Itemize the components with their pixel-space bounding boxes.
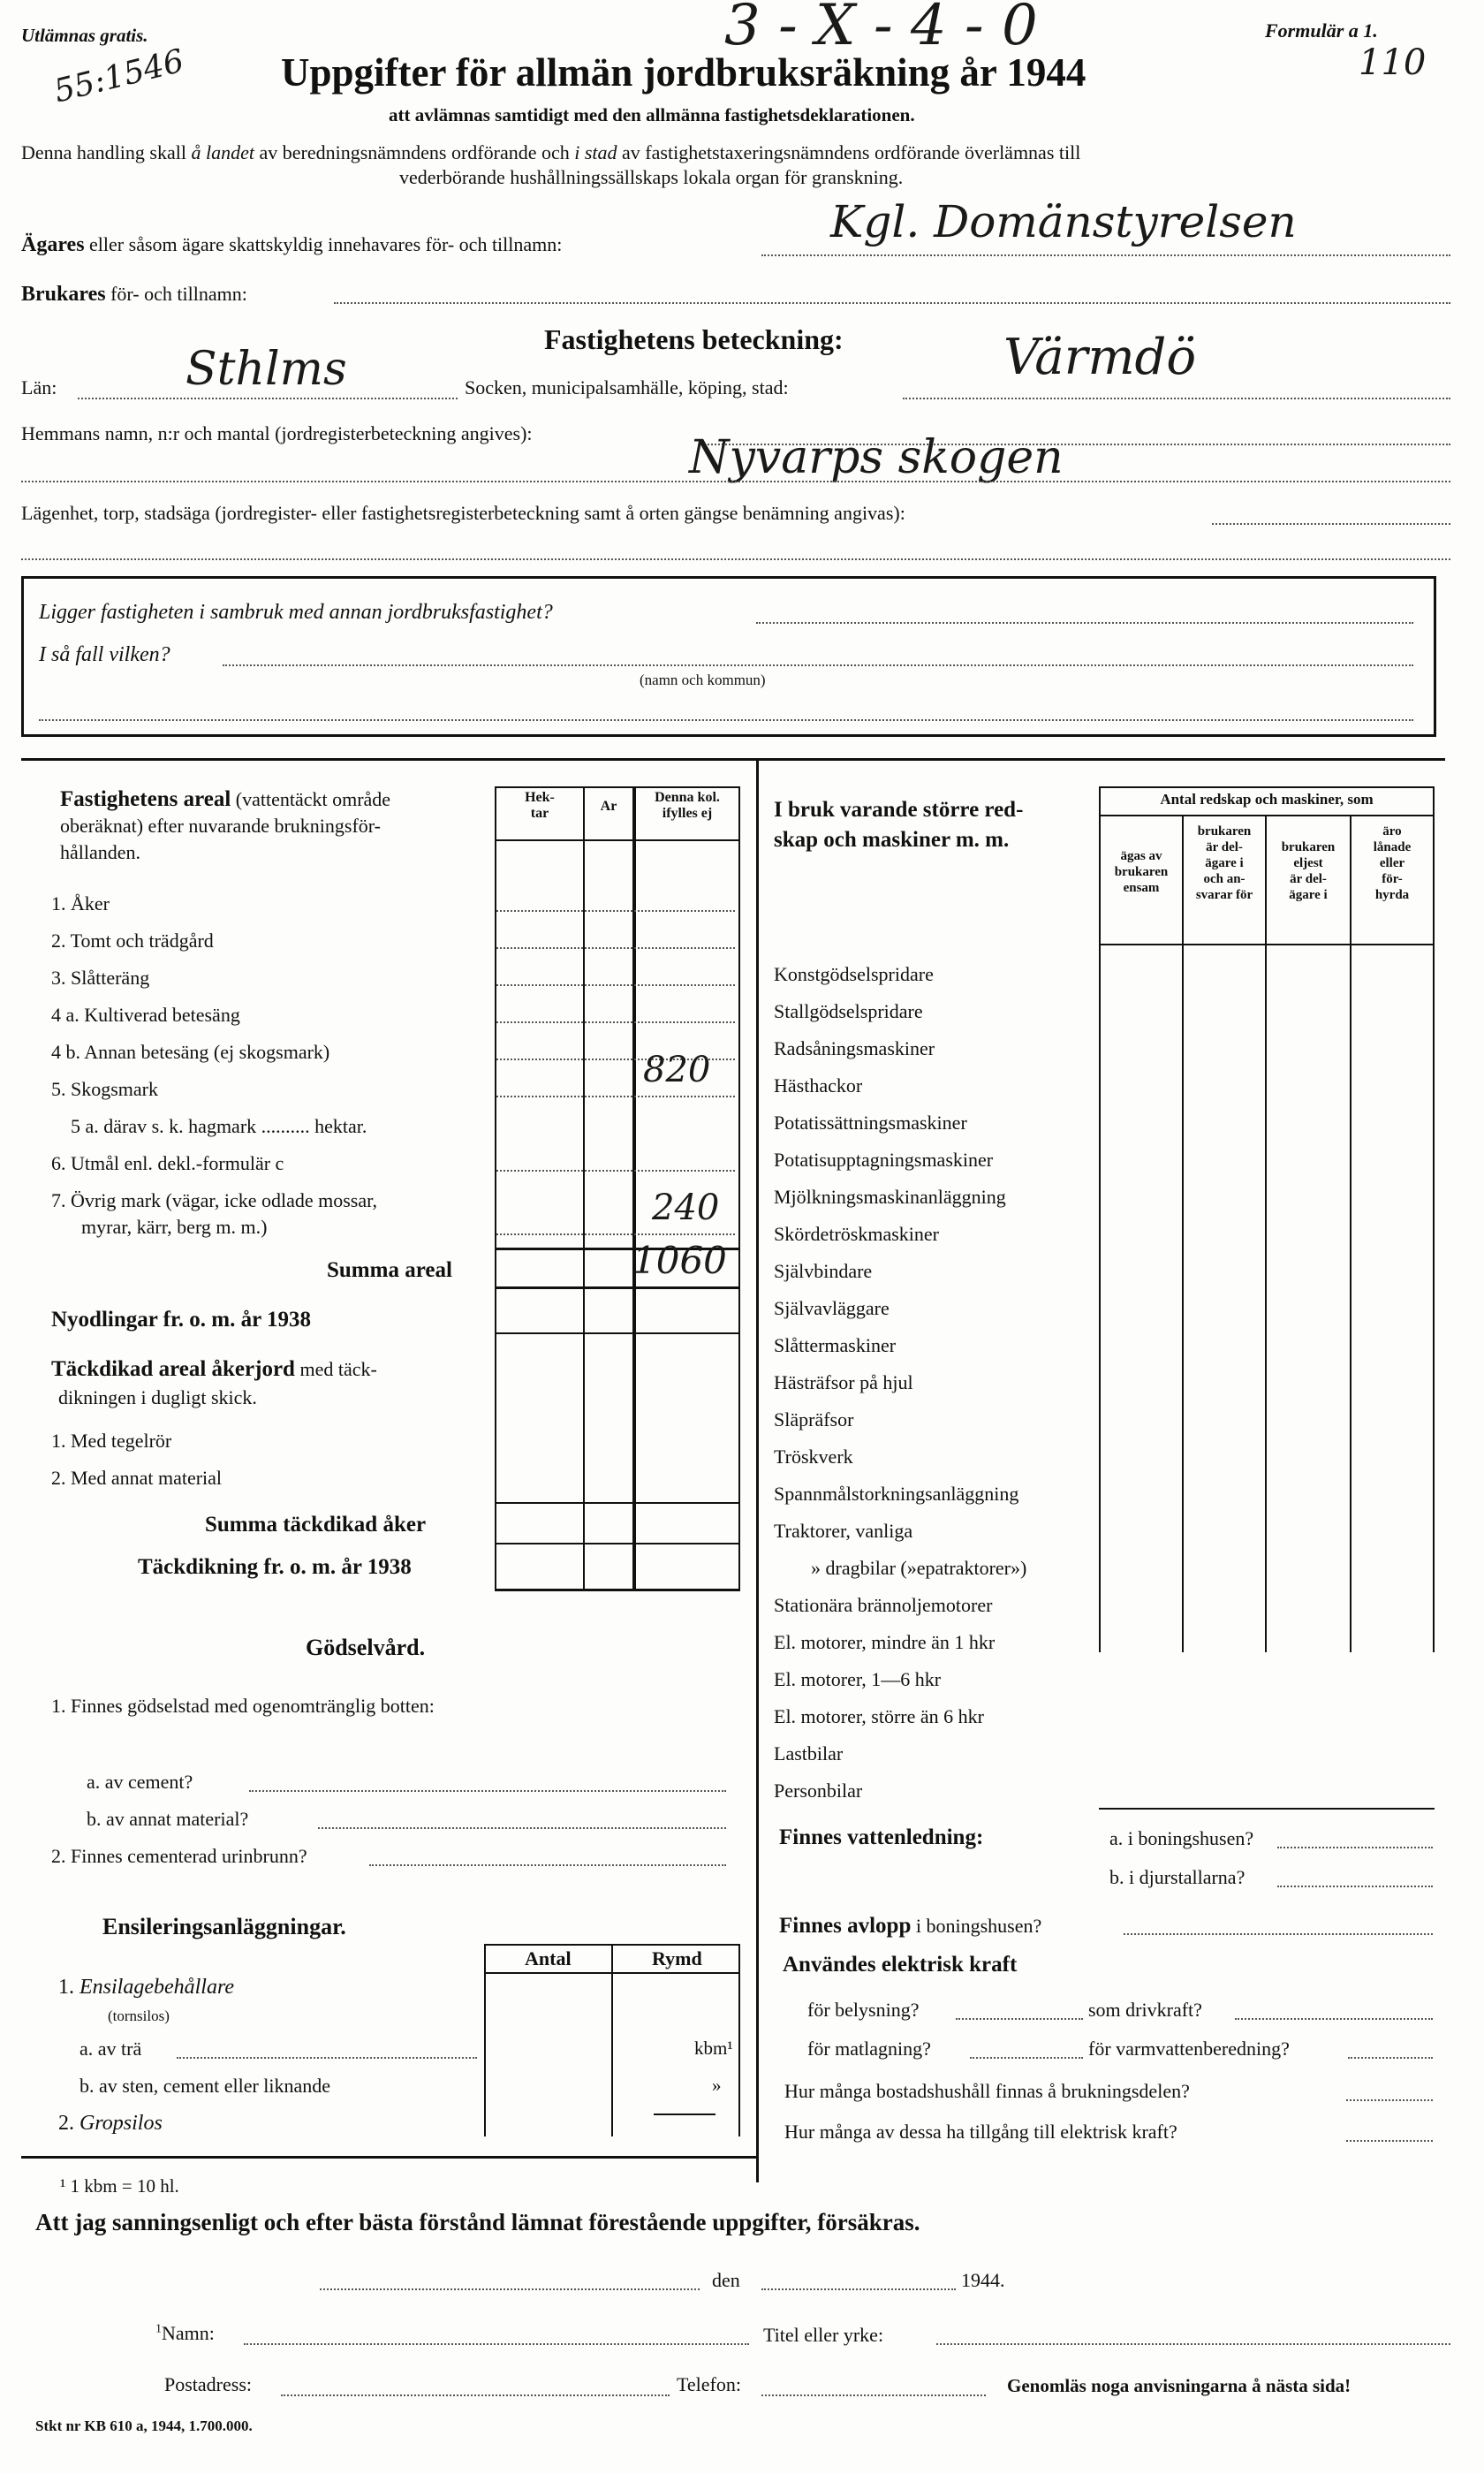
- godsel-b: b. av annat material?: [87, 1808, 249, 1830]
- socken-label: Socken, municipalsamhälle, köping, stad:: [465, 376, 789, 398]
- sambruk-line: [756, 622, 1413, 624]
- sambruk-note: (namn och kommun): [640, 672, 766, 688]
- mach-col1-header: ägas av brukaren ensam: [1114, 849, 1169, 895]
- sum-tack-rule: [495, 1543, 740, 1544]
- vatten-label: Finnes vattenledning:: [779, 1825, 984, 1849]
- handwritten-code: 3 - X - 4 - 0: [724, 0, 1038, 58]
- el-belysning-line: [956, 2018, 1083, 2020]
- antal-header: Antal redskap och maskiner, som: [1160, 791, 1374, 808]
- ens-b-unit: »: [712, 2075, 722, 2096]
- sambruk-which: I så fall vilken?: [39, 643, 170, 666]
- vatten-b-line: [1277, 1886, 1433, 1887]
- machine-item: Hästhackor: [774, 1074, 863, 1097]
- area-cell-line: [496, 1096, 735, 1097]
- area-row: 6. Utmål enl. dekl.-formulär c: [51, 1152, 284, 1174]
- machine-item: Mjölkningsmaskinanläggning: [774, 1186, 1006, 1208]
- area-row: 1. Åker: [51, 892, 110, 914]
- machine-item: Stationära brännoljemotorer: [774, 1594, 993, 1616]
- owner-value[interactable]: Kgl. Domänstyrelsen: [830, 196, 1297, 247]
- place-line[interactable]: [320, 2288, 700, 2290]
- area-cell-line: [496, 947, 735, 949]
- ens-item-2: 2. Gropsilos: [58, 2112, 163, 2135]
- ens-col-mid: [611, 1944, 613, 2136]
- area-row: 7. Övrig mark (vägar, icke odlade mossar,: [51, 1189, 378, 1211]
- mach-col2-header: brukaren är del- ägare i och an- svarar för: [1195, 824, 1253, 902]
- godsel-heading: Gödselvård.: [306, 1635, 426, 1660]
- area-head-bottom: [495, 839, 740, 841]
- col-hektar-header: Hek- tar: [525, 790, 555, 821]
- machine-item: Självavläggare: [774, 1297, 890, 1319]
- lagenhet-line-2: [21, 558, 1450, 560]
- machine-item: El. motorer, 1—6 hkr: [774, 1668, 942, 1690]
- declaration: Att jag sanningsenligt och efter bästa förstånd lämnat förestående uppgifter, försäkras.: [35, 2209, 920, 2235]
- lagenhet-label: Lägenhet, torp, stadsäga (jordregister- eller fastighetsregisterbeteckning samt å orten gängse benämning angivas):: [21, 502, 905, 524]
- machine-item: El. motorer, större än 6 hkr: [774, 1705, 984, 1727]
- ens-col-right: [738, 1944, 740, 2136]
- el-belysning: för belysning?: [807, 1999, 920, 2021]
- hushall-2-line: [1346, 2140, 1433, 2142]
- col-denna-left: [632, 786, 636, 1590]
- ens-col-rymd: Rymd: [652, 1947, 702, 1969]
- el-drivkraft: som drivkraft?: [1088, 1999, 1202, 2021]
- col-denna-header: Denna kol. ifylles ej: [655, 790, 720, 821]
- sambruk-line-3: [39, 719, 1413, 721]
- form-subtitle: att avlämnas samtidigt med den allmänna fastighetsdeklarationen.: [389, 104, 915, 125]
- lan-line: [78, 398, 458, 399]
- owner-line: [761, 254, 1450, 256]
- area-head-top: [495, 786, 740, 788]
- mach-col4-header: äro lånade eller för- hyrda: [1373, 824, 1412, 902]
- handwritten-number-left: 55:1546: [50, 42, 188, 110]
- machine-item: Konstgödselspridare: [774, 963, 934, 985]
- form-number: Formulär a 1.: [1265, 19, 1378, 42]
- area-row: 4 b. Annan betesäng (ej skogsmark): [51, 1041, 330, 1063]
- area-cell-line: [496, 1021, 735, 1023]
- footnote: ¹ 1 kbm = 10 hl.: [60, 2175, 179, 2197]
- el-matlagning: för matlagning?: [807, 2038, 931, 2060]
- form-title: Uppgifter för allmän jordbruksräkning år 1944: [281, 50, 1086, 95]
- machines-heading: I bruk varande större red- skap och maskiner m. m.: [774, 798, 1024, 852]
- year-label: 1944.: [961, 2269, 1005, 2291]
- vatten-b: b. i djurstallarna?: [1109, 1866, 1246, 1888]
- user-line: [334, 302, 1450, 304]
- machine-item: Tröskverk: [774, 1446, 853, 1468]
- mach-head-mid: [1099, 815, 1435, 816]
- tackdikad-heading: Täckdikad areal åkerjord med täck- dikningen i dugligt skick.: [51, 1357, 377, 1408]
- machine-item: Hästräfsor på hjul: [774, 1371, 913, 1393]
- godsel-a: a. av cement?: [87, 1771, 193, 1793]
- hushall-1-line: [1346, 2099, 1433, 2101]
- mach-col-3: [1265, 815, 1267, 1652]
- property-heading: Fastighetens beteckning:: [544, 323, 844, 355]
- avlopp-line: [1124, 1933, 1433, 1935]
- print-info: Stkt nr KB 610 a, 1944, 1.700.000.: [35, 2417, 253, 2434]
- sum-tack-label: Summa täckdikad åker: [205, 1513, 427, 1537]
- ens-a-line: [177, 2057, 477, 2059]
- telefon-label: Telefon:: [677, 2373, 741, 2395]
- tack-1938-label: Täckdikning fr. o. m. år 1938: [138, 1555, 412, 1579]
- vatten-a: a. i boningshusen?: [1109, 1827, 1254, 1849]
- area-cell-line: [496, 910, 735, 912]
- el-matlagning-line: [970, 2057, 1083, 2059]
- user-label: Brukares för- och tillnamn:: [21, 283, 247, 306]
- lan-value[interactable]: Sthlms: [186, 343, 347, 396]
- hemman-line-2: [21, 481, 1450, 482]
- sum-area-label: Summa areal: [327, 1258, 452, 1282]
- el-heading: Användes elektrisk kraft: [783, 1953, 1018, 1977]
- col-hektar-left: [495, 786, 496, 1590]
- sambruk-question: Ligger fastigheten i sambruk med annan jordbruksfastighet?: [39, 601, 553, 624]
- ens-b-rule: [654, 2114, 716, 2115]
- tack-rule: [495, 1502, 740, 1504]
- instruction-line-2: vederbörande hushållningssällskaps lokala organ för granskning.: [399, 166, 904, 188]
- tack-row-2: 2. Med annat material: [51, 1467, 223, 1489]
- handwritten-number-right: 110: [1359, 42, 1427, 83]
- area-row: 2. Tomt och trädgård: [51, 930, 214, 952]
- hemman-label: Hemmans namn, n:r och mantal (jordregisterbeteckning angives):: [21, 422, 533, 444]
- nyodling-rule: [495, 1332, 740, 1334]
- mach-col-1: [1099, 786, 1101, 1652]
- area-bottom-rule: [495, 1589, 740, 1591]
- area-cell-line: [496, 1170, 735, 1172]
- area-row: 3. Slåtteräng: [51, 967, 150, 989]
- sum-area-value[interactable]: 1060: [632, 1239, 727, 1282]
- godsel-b-line: [318, 1827, 726, 1829]
- col-ar-header: Ar: [600, 799, 617, 814]
- hemman-value[interactable]: Nyvarps skogen: [689, 431, 1064, 484]
- godsel-a-line: [249, 1790, 726, 1792]
- titel-label: Titel eller yrke:: [763, 2324, 884, 2346]
- area-cell-line: [496, 984, 735, 986]
- machine-item: Spannmålstorkningsanläggning: [774, 1483, 1019, 1505]
- machine-item: Stallgödselspridare: [774, 1000, 923, 1022]
- lan-label: Län:: [21, 376, 57, 398]
- free-note: Utlämnas gratis.: [21, 25, 148, 46]
- ens-a: a. av trä: [80, 2038, 142, 2060]
- ens-item-1: 1. Ensilagebehållare: [58, 1976, 235, 1999]
- ens-item-1-sub: (tornsilos): [108, 2007, 170, 2024]
- sambruk-which-line: [223, 664, 1413, 666]
- ens-a-unit: kbm¹: [694, 2038, 733, 2059]
- mach-head-bottom: [1099, 944, 1435, 945]
- tack-row-1: 1. Med tegelrör: [51, 1430, 172, 1452]
- mach-head-top: [1099, 786, 1435, 788]
- date-line[interactable]: [761, 2288, 956, 2290]
- machine-item: El. motorer, mindre än 1 hkr: [774, 1631, 996, 1653]
- mach-col-2: [1182, 815, 1184, 1652]
- lagenhet-line: [1212, 523, 1450, 525]
- socken-value[interactable]: Värmdö: [1003, 329, 1197, 386]
- ens-b: b. av sten, cement eller liknande: [80, 2075, 331, 2097]
- col-denna-right: [738, 786, 740, 1590]
- machine-item: Lastbilar: [774, 1742, 844, 1764]
- left-bottom-rule: [21, 2156, 756, 2159]
- el-varmvatten-line: [1348, 2057, 1433, 2059]
- area-row: 4 a. Kultiverad betesäng: [51, 1004, 240, 1026]
- ensilering-heading: Ensileringsanläggningar.: [102, 1914, 346, 1939]
- skogsmark-hektar[interactable]: 820: [643, 1050, 711, 1090]
- machine-item: » dragbilar (»epatraktorer»): [811, 1557, 1027, 1579]
- namn-label: $^1$Namn:: [155, 2322, 215, 2344]
- area-row: 5 a. därav s. k. hagmark .......... hektar.: [71, 1115, 367, 1137]
- mach-bottom-rule: [1099, 1808, 1435, 1810]
- ovrig-mark-hektar[interactable]: 240: [652, 1188, 720, 1228]
- area-cell-line: [496, 1233, 735, 1235]
- vatten-a-line: [1277, 1847, 1433, 1848]
- genomlas-note: Genomläs noga anvisningarna å nästa sida!: [1007, 2375, 1352, 2396]
- postadress-label: Postadress:: [164, 2373, 252, 2395]
- mach-col3-header: brukaren eljest är del- ägare i: [1281, 840, 1336, 902]
- godsel-q1: 1. Finnes gödselstad med ogenomtränglig botten:: [51, 1695, 435, 1717]
- avlopp-label: Finnes avlopp i boningshusen?: [779, 1914, 1042, 1938]
- socken-line: [903, 398, 1450, 399]
- titel-line[interactable]: [936, 2343, 1450, 2345]
- ens-col-left: [484, 1944, 486, 2136]
- machine-item: Potatisupptagningsmaskiner: [774, 1149, 994, 1171]
- ens-col-antal: Antal: [525, 1947, 572, 1969]
- mach-col-4: [1350, 815, 1352, 1652]
- main-top-rule: [21, 758, 1445, 761]
- machine-item: Traktorer, vanliga: [774, 1520, 913, 1542]
- machine-item: Potatissättningsmaskiner: [774, 1112, 967, 1134]
- godsel-q2: 2. Finnes cementerad urinbrunn?: [51, 1845, 307, 1867]
- den-label: den: [712, 2269, 740, 2291]
- machine-item: Slåttermaskiner: [774, 1334, 897, 1356]
- machine-item: Skördetröskmaskiner: [774, 1223, 939, 1245]
- owner-label: Ägares eller såsom ägare skattskyldig innehavares för- och tillnamn:: [21, 233, 563, 256]
- el-varmvatten: för varmvattenberedning?: [1088, 2038, 1290, 2060]
- machine-item: Radsåningsmaskiner: [774, 1037, 935, 1059]
- postadress-line[interactable]: [281, 2394, 670, 2396]
- main-center-rule: [756, 758, 759, 2182]
- area-row: myrar, kärr, berg m. m.): [81, 1216, 268, 1238]
- machine-item: Personbilar: [774, 1780, 863, 1802]
- hushall-2: Hur många av dessa ha tillgång till elektrisk kraft?: [784, 2121, 1177, 2143]
- area-title: Fastighetens areal (vattentäckt område oberäknat) efter nuvarande brukningsför- hållanden.: [60, 787, 391, 863]
- godsel-q2-line: [369, 1864, 726, 1866]
- hushall-1: Hur många bostadshushåll finnas å brukningsdelen?: [784, 2080, 1190, 2102]
- sum-rule-bottom: [495, 1286, 740, 1289]
- telefon-line[interactable]: [761, 2394, 986, 2396]
- col-ar-left: [583, 786, 585, 1590]
- namn-line[interactable]: [244, 2343, 749, 2345]
- mach-col-5: [1433, 786, 1435, 1652]
- area-row: 5. Skogsmark: [51, 1078, 158, 1100]
- instruction-line-1: Denna handling skall å landet av beredningsnämndens ordförande och i stad av fastighetstaxeringsnämndens ordförande överlämnas till: [21, 141, 1081, 163]
- el-drivkraft-line: [1235, 2018, 1433, 2020]
- machine-item: Släpräfsor: [774, 1408, 854, 1431]
- machine-item: Självbindare: [774, 1260, 873, 1282]
- nyodlingar-label: Nyodlingar fr. o. m. år 1938: [51, 1308, 311, 1332]
